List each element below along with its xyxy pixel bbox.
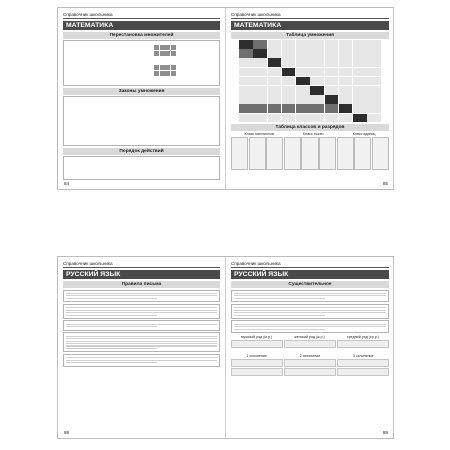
subject-band: РУССКИЙ ЯЗЫК [63,270,220,279]
math-spread [57,7,394,190]
page-header: Справочник школьника [63,12,220,19]
declension-3: 3 склонение [353,354,374,359]
grid-illustration-2 [154,65,176,76]
rule-block [63,320,220,330]
noun-types [231,304,389,319]
page-85 [226,8,394,189]
gender-table [231,340,389,348]
page-84 [58,8,226,189]
order-box [63,156,220,180]
section-title: Таблица умножения [231,32,389,39]
rule-block [63,290,220,303]
gender-headers [231,335,389,339]
page-header: Справочник школьника [63,261,220,268]
declension-1: 1 склонение [246,354,267,359]
page-header: Справочник школьника [231,261,389,268]
section-title: Существительное [231,281,389,288]
class-headers [231,132,389,136]
gender-feminine: женский род (ж.р.) [294,335,325,340]
class-millions: Класс миллионов [244,132,274,137]
rule-block [63,354,220,367]
classes-table [231,137,389,170]
subject-band: МАТЕМАТИКА [231,21,389,30]
page-number: 85 [382,181,388,186]
declension-table [231,359,389,376]
page-number: 89 [382,430,388,435]
multiplication-table [231,39,389,122]
page-number: 88 [64,430,70,435]
multiplier-box [63,40,220,86]
grid-illustration [154,45,176,56]
page-header: Справочник школьника [231,12,389,19]
declension-headers [231,354,389,358]
subject-band: РУССКИЙ ЯЗЫК [231,270,389,279]
section-title: Правила письма [63,281,220,288]
rule-block [63,304,220,319]
class-thousands: Класс тысяч [302,132,324,137]
section-title: Порядок действий [63,148,220,155]
gender-masculine: мужской род (м.р.) [241,335,273,340]
noun-definition [231,290,389,303]
section-title: Перестановка множителей [63,32,220,39]
page-89 [226,257,394,438]
class-units: Класс единиц [352,132,376,137]
laws-box [63,96,220,146]
russian-spread [57,256,394,439]
gender-neuter: средний род (ср.р.) [346,335,379,340]
noun-proper [231,320,389,333]
section-title: Законы умножения [63,88,220,95]
rule-block [63,332,220,352]
page-number: 84 [64,181,70,186]
declension-2: 2 склонение [299,354,321,359]
subject-band: МАТЕМАТИКА [63,21,220,30]
page-88 [58,257,226,438]
section-title: Таблица классов и разрядов [231,124,389,131]
